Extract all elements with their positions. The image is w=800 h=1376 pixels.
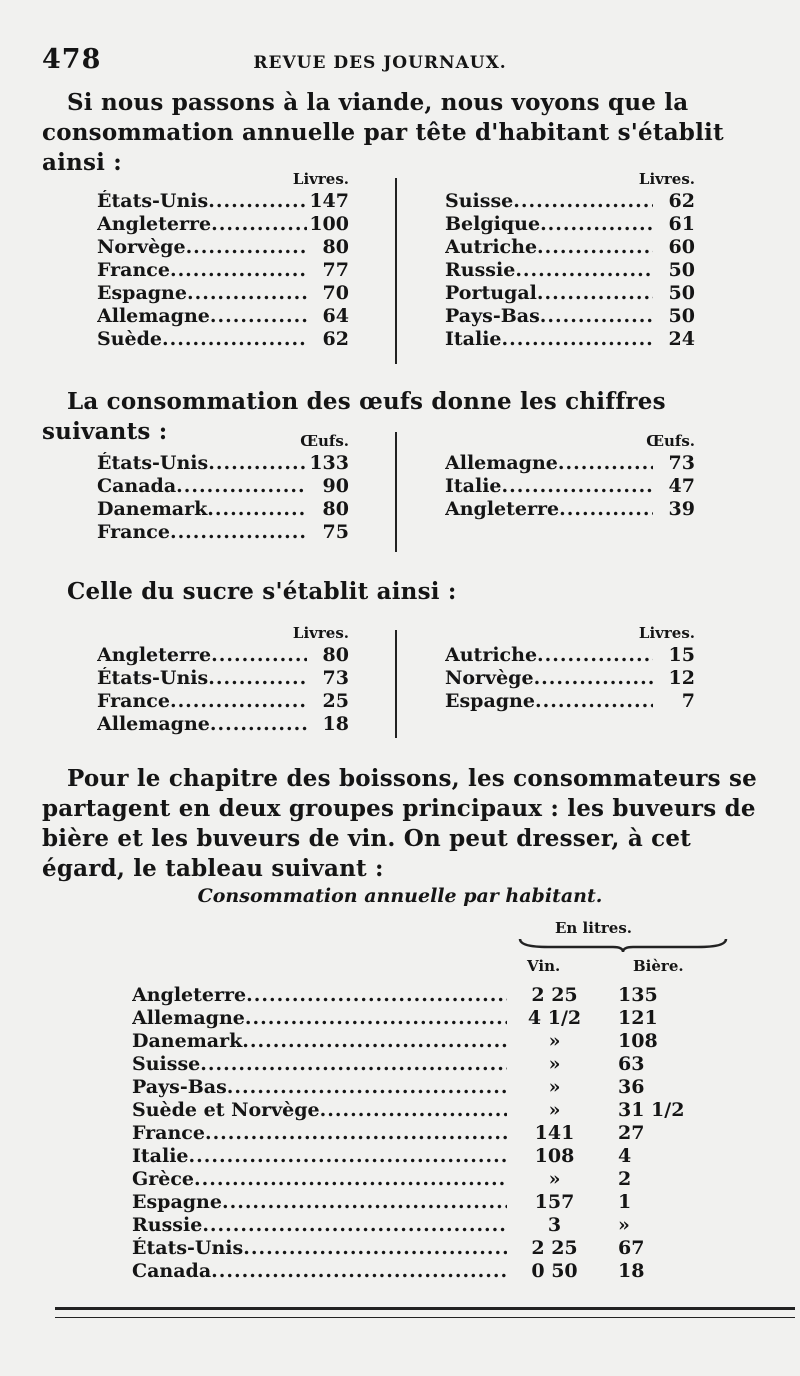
table-row	[132, 1237, 713, 1260]
table-row	[445, 236, 695, 259]
row-value: 80	[322, 498, 349, 520]
eggs-table-divider	[395, 432, 397, 552]
table-row	[132, 1030, 713, 1053]
table-row	[132, 1076, 713, 1099]
dot-leader	[187, 282, 307, 304]
dot-leader	[246, 984, 507, 1006]
row-label: Suisse	[132, 1053, 201, 1075]
table-row	[132, 1145, 713, 1168]
table-row	[132, 1007, 713, 1030]
dot-leader	[210, 713, 307, 735]
biere-value: 108	[618, 1030, 658, 1052]
dot-leader	[176, 475, 307, 497]
row-value: 18	[322, 713, 349, 735]
row-label: Allemagne	[445, 452, 558, 474]
sugar-unit-right: Livres.	[638, 624, 695, 642]
table-row	[97, 498, 349, 521]
vin-value: »	[548, 1030, 561, 1052]
table-row	[445, 475, 695, 498]
row-value: 50	[668, 259, 695, 281]
meat-table-left	[97, 168, 349, 351]
vin-value: 157	[534, 1191, 575, 1213]
row-label: Allemagne	[97, 305, 210, 327]
sugar-table-right	[445, 622, 695, 713]
biere-value: 1	[618, 1191, 632, 1213]
table-row	[132, 1099, 713, 1122]
row-label: Espagne	[132, 1191, 222, 1213]
eggs-table-right	[445, 430, 695, 521]
row-label: Allemagne	[97, 713, 210, 735]
table-row	[445, 498, 695, 521]
dot-leader	[207, 498, 307, 520]
row-value: 25	[322, 690, 349, 712]
row-label: Suède	[97, 328, 162, 350]
row-label: Allemagne	[132, 1007, 245, 1029]
row-label: Russie	[132, 1214, 203, 1236]
dot-leader	[222, 1191, 507, 1213]
table-row	[445, 667, 695, 690]
drinks-table	[132, 984, 713, 1283]
row-label: Grèce	[132, 1168, 194, 1190]
meat-unit-left: Livres.	[292, 170, 349, 188]
table-row	[97, 521, 349, 544]
biere-value: 36	[618, 1076, 645, 1098]
row-value: 73	[322, 667, 349, 689]
row-label: Russie	[445, 259, 516, 281]
dot-leader	[540, 213, 653, 235]
dot-leader	[211, 1260, 507, 1282]
row-value: 62	[322, 328, 349, 350]
table-row	[97, 713, 349, 736]
dot-leader	[162, 328, 307, 350]
biere-value: »	[618, 1214, 630, 1236]
dot-leader	[210, 305, 307, 327]
vin-value: 108	[534, 1145, 575, 1167]
table-row	[445, 305, 695, 328]
row-label: Italie	[132, 1145, 189, 1167]
dot-leader	[200, 1053, 507, 1075]
table-row	[445, 213, 695, 236]
row-label: Italie	[445, 328, 502, 350]
row-label: Danemark	[97, 498, 208, 520]
vin-value: »	[548, 1076, 561, 1098]
biere-value: 121	[618, 1007, 658, 1029]
row-label: Angleterre	[97, 644, 212, 666]
dot-leader	[558, 452, 653, 474]
row-label: États-Unis	[97, 452, 209, 474]
row-label: Pays-Bas	[445, 305, 540, 327]
eggs-table-left	[97, 430, 349, 544]
row-label: Espagne	[445, 690, 535, 712]
sugar-table-left	[97, 622, 349, 736]
row-label: Italie	[445, 475, 502, 497]
table-row	[132, 1122, 713, 1145]
table-row	[97, 475, 349, 498]
dot-leader	[502, 328, 654, 350]
sugar-unit-left: Livres.	[292, 624, 349, 642]
row-label: États-Unis	[132, 1237, 244, 1259]
vin-value: 141	[534, 1122, 575, 1144]
dot-leader	[535, 690, 653, 712]
dot-leader	[208, 452, 307, 474]
meat-table-right	[445, 168, 695, 351]
dot-leader	[170, 690, 307, 712]
row-label: Angleterre	[132, 984, 247, 1006]
dot-leader	[202, 1214, 507, 1236]
row-label: Danemark	[132, 1030, 243, 1052]
dot-leader	[502, 475, 654, 497]
row-value: 39	[668, 498, 695, 520]
footer-rule-thick	[55, 1307, 795, 1310]
row-value: 47	[668, 475, 695, 497]
row-label: Angleterre	[445, 498, 560, 520]
drinks-caption: Consommation annuelle par habitant.	[197, 885, 603, 907]
row-value: 73	[668, 452, 695, 474]
row-value: 61	[668, 213, 695, 235]
row-label: Pays-Bas	[132, 1076, 227, 1098]
row-label: Canada	[132, 1260, 212, 1282]
row-value: 77	[322, 259, 349, 281]
row-value: 75	[322, 521, 349, 543]
vin-value: »	[548, 1168, 561, 1190]
dot-leader	[208, 190, 307, 212]
paragraph-eggs-intro: La consommation des œufs donne les chiffres suivants :	[42, 388, 666, 445]
row-value: 12	[668, 667, 695, 689]
biere-value: 135	[618, 984, 658, 1006]
dot-leader	[243, 1237, 507, 1259]
row-label: États-Unis	[97, 667, 209, 689]
row-value: 15	[668, 644, 695, 666]
biere-value: 18	[618, 1260, 645, 1282]
row-label: Norvège	[97, 236, 186, 258]
dot-leader	[513, 190, 653, 212]
dot-leader	[211, 644, 307, 666]
vin-value: 2 25	[531, 1237, 578, 1259]
biere-value: 31 1/2	[618, 1099, 685, 1121]
row-value: 50	[668, 305, 695, 327]
running-title: REVUE DES JOURNAUX.	[253, 53, 507, 73]
vin-value: »	[548, 1053, 561, 1075]
row-value: 7	[681, 690, 695, 712]
dot-leader	[559, 498, 653, 520]
dot-leader	[194, 1168, 507, 1190]
row-value: 60	[668, 236, 695, 258]
row-value: 100	[309, 213, 349, 235]
row-label: Belgique	[445, 213, 541, 235]
table-row	[445, 259, 695, 282]
paragraph-sugar-intro: Celle du sucre s'établit ainsi :	[67, 578, 457, 605]
table-row	[97, 667, 349, 690]
dot-leader	[208, 667, 307, 689]
dot-leader	[537, 644, 653, 666]
eggs-unit-right: Œufs.	[646, 432, 695, 450]
row-value: 70	[322, 282, 349, 304]
table-row	[97, 190, 349, 213]
dot-leader	[205, 1122, 507, 1144]
table-row	[445, 190, 695, 213]
row-label: Angleterre	[97, 213, 212, 235]
row-value: 80	[322, 644, 349, 666]
row-value: 64	[322, 305, 349, 327]
vin-value: 0 50	[531, 1260, 578, 1282]
vin-value: 4 1/2	[527, 1007, 582, 1029]
table-row	[97, 305, 349, 328]
table-row	[132, 1260, 713, 1283]
biere-value: 27	[618, 1122, 645, 1144]
table-row	[97, 644, 349, 667]
row-label: Autriche	[445, 644, 538, 666]
vin-value: 2 25	[531, 984, 578, 1006]
drinks-unit: En litres.	[555, 919, 632, 937]
biere-value: 63	[618, 1053, 645, 1075]
row-label: Norvège	[445, 667, 534, 689]
dot-leader	[515, 259, 653, 281]
paragraph-meat-intro: Si nous passons à la viande, nous voyons que la consommation annuelle par tête d'habitant s'établit ainsi :	[42, 89, 724, 176]
page-number: 478	[42, 44, 102, 75]
table-row	[132, 1053, 713, 1076]
vin-value: »	[548, 1099, 561, 1121]
page-header	[42, 44, 742, 75]
row-label: France	[132, 1122, 205, 1144]
row-value: 90	[322, 475, 349, 497]
table-row	[132, 1191, 713, 1214]
row-label: Portugal	[445, 282, 537, 304]
table-row	[97, 213, 349, 236]
table-row	[132, 1168, 713, 1191]
row-value: 133	[309, 452, 349, 474]
dot-leader	[537, 236, 653, 258]
dot-leader	[320, 1099, 507, 1121]
table-row	[97, 690, 349, 713]
dot-leader	[537, 282, 653, 304]
row-label: Autriche	[445, 236, 538, 258]
table-row	[97, 282, 349, 305]
row-value: 147	[309, 190, 349, 212]
sugar-table-divider	[395, 630, 397, 738]
meat-table-divider	[395, 178, 397, 364]
table-row	[445, 282, 695, 305]
column-header-biere: Bière.	[633, 957, 684, 975]
row-label: France	[97, 259, 170, 281]
row-label: Suisse	[445, 190, 514, 212]
meat-unit-right: Livres.	[638, 170, 695, 188]
row-value: 50	[668, 282, 695, 304]
table-row	[445, 452, 695, 475]
biere-value: 4	[618, 1145, 632, 1167]
paragraph-drinks-intro: Pour le chapitre des boissons, les consommateurs se partagent en deux groupes principaux : les buveurs de bière et les buveurs de vin. On peut dresser, à cet égard, le tableau suivant :	[42, 765, 757, 882]
row-value: 62	[668, 190, 695, 212]
dot-leader	[189, 1145, 508, 1167]
biere-value: 2	[618, 1168, 632, 1190]
row-value: 80	[322, 236, 349, 258]
table-row	[97, 328, 349, 351]
dot-leader	[227, 1076, 507, 1098]
table-row	[97, 452, 349, 475]
column-header-vin: Vin.	[527, 957, 561, 975]
table-row	[445, 644, 695, 667]
row-value: 24	[668, 328, 695, 350]
footer-rule-thin	[55, 1317, 795, 1318]
row-label: France	[97, 521, 170, 543]
dot-leader	[170, 521, 307, 543]
brace-icon	[518, 935, 728, 953]
dot-leader	[245, 1007, 507, 1029]
table-row	[445, 328, 695, 351]
table-row	[97, 236, 349, 259]
table-row	[132, 1214, 713, 1237]
table-row	[445, 690, 695, 713]
row-label: Suède et Norvège	[132, 1099, 320, 1121]
table-row	[132, 984, 713, 1007]
dot-leader	[186, 236, 307, 258]
biere-value: 67	[618, 1237, 645, 1259]
dot-leader	[211, 213, 307, 235]
row-label: Canada	[97, 475, 177, 497]
row-label: France	[97, 690, 170, 712]
row-label: Espagne	[97, 282, 187, 304]
dot-leader	[170, 259, 307, 281]
table-row	[97, 259, 349, 282]
dot-leader	[534, 667, 653, 689]
vin-value: 3	[547, 1214, 562, 1236]
row-label: États-Unis	[97, 190, 209, 212]
dot-leader	[242, 1030, 507, 1052]
dot-leader	[540, 305, 653, 327]
eggs-unit-left: Œufs.	[300, 432, 349, 450]
